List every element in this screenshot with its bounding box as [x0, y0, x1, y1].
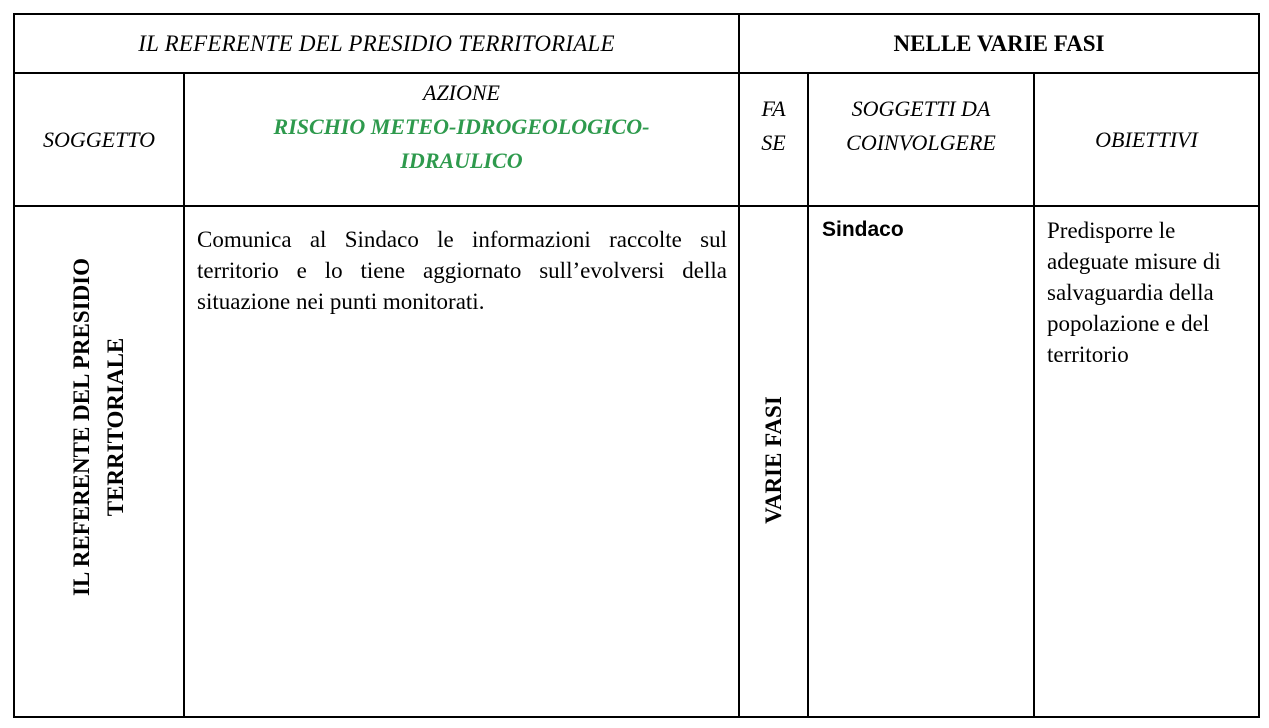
column-azione	[185, 74, 738, 205]
row-soggetto-line2: TERRITORIALE	[103, 337, 128, 517]
row-obiettivi	[1047, 215, 1247, 370]
row-fase-text: VARIE FASI	[761, 396, 786, 524]
column-obiettivi-label: OBIETTIVI	[1095, 126, 1198, 152]
column-fase	[740, 74, 807, 205]
row-soggetti-text: Sindaco	[822, 218, 904, 241]
title-left-text: IL REFERENTE DEL PRESIDIO TERRITORIALE	[138, 30, 615, 56]
row-soggetti	[822, 218, 1022, 242]
row-azione	[197, 224, 727, 317]
column-soggetto-label: SOGGETTO	[42, 126, 156, 152]
column-soggetti-line2: COINVOLGERE	[846, 130, 996, 155]
title-left	[15, 15, 738, 72]
row-fase-vertical	[757, 360, 791, 560]
column-obiettivi	[1035, 74, 1258, 205]
row-soggetto-vertical	[65, 175, 133, 679]
column-soggetti	[809, 74, 1033, 205]
title-right	[740, 15, 1258, 72]
row-obiettivi-text: Predisporre le adeguate misure di salvaguardia della popolazione e del territorio	[1047, 218, 1221, 367]
row-soggetto	[15, 207, 183, 716]
azione-subtitle-line2: IDRAULICO	[400, 148, 523, 173]
row-azione-text: Comunica al Sindaco le informazioni raccolte sul territorio e lo tiene aggiornato sull’evolversi della situazione nei punti monitorati.	[197, 227, 727, 314]
row-fase	[740, 207, 807, 716]
column-header-divider	[13, 205, 1260, 207]
row-soggetto-line1: IL REFERENTE DEL PRESIDIO	[69, 257, 94, 597]
column-soggetti-line1: SOGGETTI DA	[851, 96, 991, 121]
title-right-text: NELLE VARIE FASI	[893, 30, 1105, 56]
column-azione-label: AZIONE	[423, 80, 500, 105]
column-fase-line2: SE	[761, 130, 786, 155]
azione-subtitle-line1: RISCHIO METEO-IDROGEOLOGICO-	[273, 114, 650, 139]
column-fase-line1: FA	[761, 96, 786, 121]
